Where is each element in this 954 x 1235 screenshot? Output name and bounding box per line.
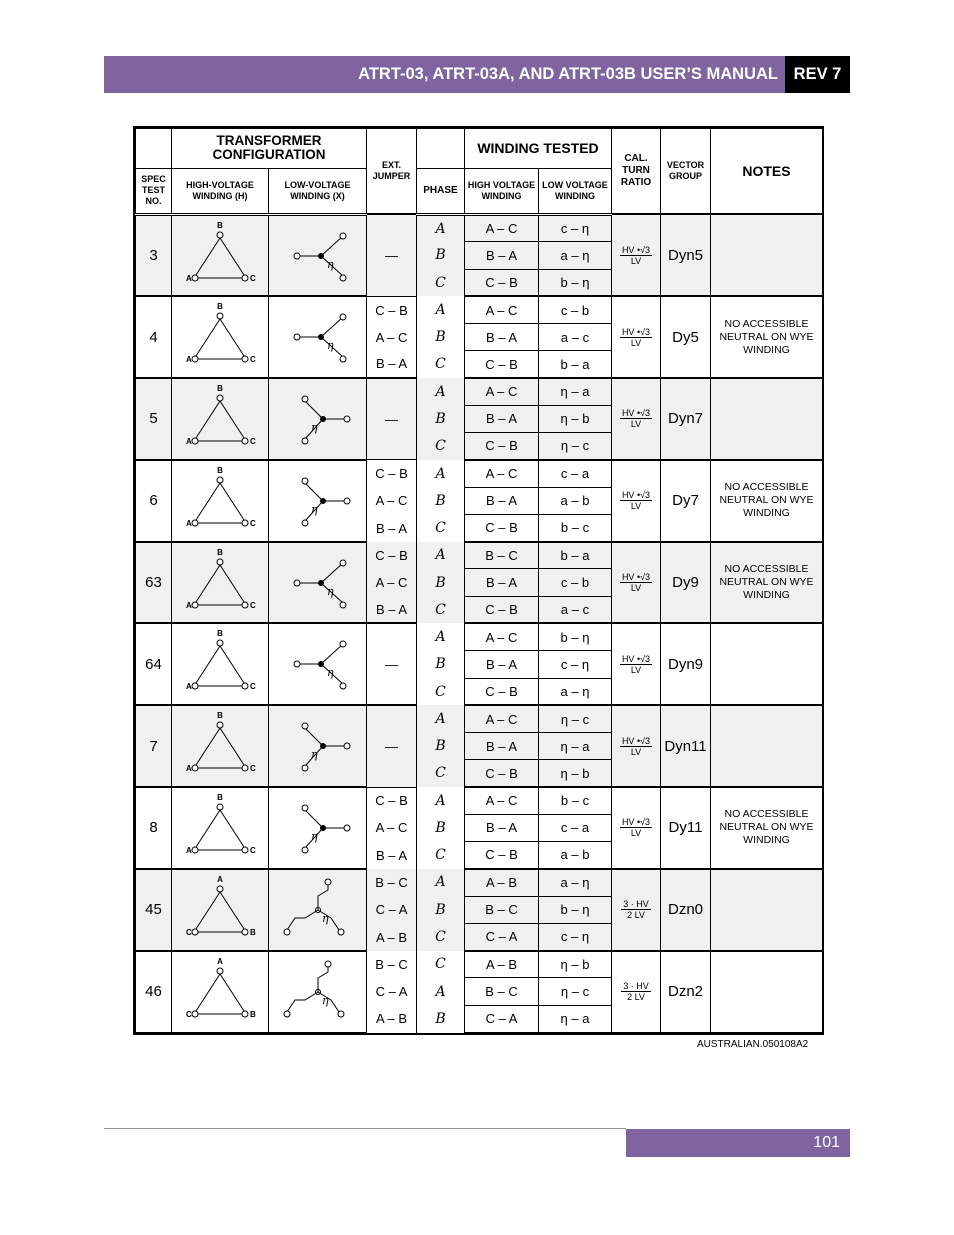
delta-winding-icon xyxy=(175,874,265,946)
svg-text:A: A xyxy=(186,436,192,446)
svg-text:η: η xyxy=(321,911,329,925)
cal-turn-ratio xyxy=(612,542,661,624)
lv-winding-tested: c – b xyxy=(539,296,612,323)
table-row xyxy=(136,623,823,650)
delta-winding-icon xyxy=(175,628,265,700)
ext-jumper: — xyxy=(367,378,417,460)
table-row xyxy=(136,542,823,569)
table-row xyxy=(136,378,823,405)
cal-turn-ratio xyxy=(612,705,661,787)
hv-winding-tested: A – C xyxy=(465,378,539,405)
svg-text:C: C xyxy=(250,436,256,446)
delta-winding-icon xyxy=(175,547,265,619)
ext-jumper: — xyxy=(367,705,417,787)
zigzag-winding-icon xyxy=(273,956,363,1028)
notes xyxy=(711,214,823,296)
delta-winding-icon xyxy=(175,383,265,455)
phase: A xyxy=(417,460,465,487)
revision-badge: REV 7 xyxy=(785,56,850,93)
ext-jumper: A – B xyxy=(367,1005,417,1032)
phase: C xyxy=(417,678,465,705)
header-cal-turn-ratio: CAL. TURN RATIO xyxy=(612,129,661,215)
lv-winding-diagram xyxy=(269,705,367,787)
lv-winding-tested: b – c xyxy=(539,514,612,541)
svg-text:C: C xyxy=(186,927,192,937)
header-high-voltage-winding: HIGH VOLTAGE WINDING xyxy=(465,168,539,214)
transformer-table xyxy=(133,126,824,1035)
hv-winding-diagram xyxy=(172,460,269,542)
hv-winding-tested: B – A xyxy=(465,651,539,678)
lv-winding-tested: η – c xyxy=(539,433,612,460)
lv-winding-tested: η – b xyxy=(539,405,612,432)
wye-winding-icon xyxy=(273,465,363,537)
phase: B xyxy=(417,733,465,760)
svg-text:C: C xyxy=(250,518,256,528)
lv-winding-tested: b – c xyxy=(539,787,612,814)
ratio-numerator: HV •√3 xyxy=(621,817,651,828)
delta-winding-icon xyxy=(175,710,265,782)
delta-winding-icon xyxy=(175,301,265,373)
lv-winding-tested: b – η xyxy=(539,623,612,650)
vector-group: Dzn2 xyxy=(661,951,711,1033)
lv-winding-diagram xyxy=(269,214,367,296)
header-low-voltage-winding: LOW VOLTAGE WINDING xyxy=(539,168,612,214)
hv-winding-diagram xyxy=(172,787,269,869)
lv-winding-tested: η – a xyxy=(539,378,612,405)
svg-text:η: η xyxy=(310,748,318,762)
ratio-numerator: HV •√3 xyxy=(621,408,651,419)
vector-group: Dyn5 xyxy=(661,214,711,296)
hv-winding-tested: B – A xyxy=(465,814,539,841)
lv-winding-diagram xyxy=(269,951,367,1033)
footer-bar xyxy=(626,1129,850,1157)
ratio-numerator: 3 · HV xyxy=(623,899,649,910)
svg-text:η: η xyxy=(326,666,334,680)
ratio-denominator: LV xyxy=(630,746,642,757)
ext-jumper: A – C xyxy=(367,814,417,841)
cal-turn-ratio xyxy=(612,869,661,951)
svg-text:C: C xyxy=(250,355,256,365)
notes: NO ACCESSIBLE NEUTRAL ON WYE WINDING xyxy=(711,460,823,542)
lv-winding-tested: η – b xyxy=(539,760,612,787)
hv-winding-tested: C – B xyxy=(465,351,539,378)
phase: C xyxy=(417,433,465,460)
ratio-numerator: HV •√3 xyxy=(621,735,651,746)
svg-text:B: B xyxy=(250,1009,256,1019)
ratio-denominator: LV xyxy=(630,664,642,675)
svg-text:η: η xyxy=(326,584,334,598)
notes: NO ACCESSIBLE NEUTRAL ON WYE WINDING xyxy=(711,296,823,378)
phase: A xyxy=(417,296,465,323)
svg-text:η: η xyxy=(321,993,329,1007)
svg-text:B: B xyxy=(217,302,223,312)
lv-winding-tested: η – b xyxy=(539,951,612,978)
ext-jumper: B – A xyxy=(367,514,417,541)
spec-test-no: 7 xyxy=(136,705,172,787)
ext-jumper: C – B xyxy=(367,542,417,569)
zigzag-winding-icon xyxy=(273,874,363,946)
hv-winding-diagram xyxy=(172,214,269,296)
lv-winding-diagram xyxy=(269,542,367,624)
table-row xyxy=(136,460,823,487)
notes: NO ACCESSIBLE NEUTRAL ON WYE WINDING xyxy=(711,542,823,624)
lv-winding-tested: a – η xyxy=(539,678,612,705)
lv-winding-tested: a – η xyxy=(539,242,612,269)
ext-jumper: B – A xyxy=(367,842,417,869)
phase: C xyxy=(417,514,465,541)
svg-text:B: B xyxy=(217,383,223,393)
hv-winding-tested: A – C xyxy=(465,787,539,814)
phase: C xyxy=(417,351,465,378)
ratio-denominator: LV xyxy=(630,583,642,594)
table-row xyxy=(136,869,823,896)
hv-winding-diagram xyxy=(172,378,269,460)
wye-winding-icon xyxy=(273,792,363,864)
lv-winding-tested: a – c xyxy=(539,596,612,623)
cal-turn-ratio xyxy=(612,787,661,869)
ext-jumper: C – A xyxy=(367,896,417,923)
table-row xyxy=(136,951,823,978)
hv-winding-tested: C – A xyxy=(465,923,539,950)
lv-winding-diagram xyxy=(269,296,367,378)
header-ext-jumper: EXT. JUMPER xyxy=(367,129,417,215)
svg-text:B: B xyxy=(250,927,256,937)
phase: C xyxy=(417,923,465,950)
ratio-denominator: LV xyxy=(630,501,642,512)
ext-jumper: B – C xyxy=(367,869,417,896)
header-transformer-configuration: TRANSFORMER CONFIGURATION xyxy=(172,129,367,169)
hv-winding-tested: A – C xyxy=(465,296,539,323)
lv-winding-tested: c – η xyxy=(539,923,612,950)
ext-jumper: C – B xyxy=(367,460,417,487)
phase: A xyxy=(417,705,465,732)
delta-winding-icon xyxy=(175,956,265,1028)
header-notes: NOTES xyxy=(711,129,823,215)
hv-winding-tested: A – C xyxy=(465,623,539,650)
svg-text:B: B xyxy=(217,465,223,475)
hv-winding-tested: A – B xyxy=(465,951,539,978)
lv-winding-tested: η – c xyxy=(539,705,612,732)
hv-winding-diagram xyxy=(172,951,269,1033)
hv-winding-tested: C – B xyxy=(465,514,539,541)
notes xyxy=(711,951,823,1033)
header-vector-group: VECTOR GROUP xyxy=(661,129,711,215)
hv-winding-tested: B – A xyxy=(465,405,539,432)
ratio-numerator: HV •√3 xyxy=(621,572,651,583)
wye-winding-icon xyxy=(273,628,363,700)
lv-winding-tested: c – η xyxy=(539,651,612,678)
phase: A xyxy=(417,378,465,405)
spec-test-no: 64 xyxy=(136,623,172,705)
svg-text:A: A xyxy=(186,682,192,692)
spec-test-no: 6 xyxy=(136,460,172,542)
spec-test-no: 45 xyxy=(136,869,172,951)
phase: B xyxy=(417,814,465,841)
delta-winding-icon xyxy=(175,465,265,537)
svg-text:η: η xyxy=(310,829,318,843)
phase: A xyxy=(417,214,465,241)
spec-test-no: 8 xyxy=(136,787,172,869)
vector-group: Dyn7 xyxy=(661,378,711,460)
hv-winding-diagram xyxy=(172,623,269,705)
hv-winding-diagram xyxy=(172,705,269,787)
phase: B xyxy=(417,324,465,351)
hv-winding-tested: C – B xyxy=(465,678,539,705)
ext-jumper: A – C xyxy=(367,487,417,514)
header-spec-test-no: SPEC TEST NO. xyxy=(136,168,172,214)
ext-jumper: B – A xyxy=(367,351,417,378)
hv-winding-tested: B – C xyxy=(465,542,539,569)
svg-text:C: C xyxy=(250,273,256,283)
lv-winding-tested: a – b xyxy=(539,842,612,869)
lv-winding-tested: b – a xyxy=(539,542,612,569)
phase: A xyxy=(417,787,465,814)
svg-text:B: B xyxy=(217,792,223,802)
ratio-denominator: LV xyxy=(630,419,642,430)
svg-text:A: A xyxy=(217,874,223,884)
spec-test-no: 46 xyxy=(136,951,172,1033)
phase: A xyxy=(417,623,465,650)
svg-text:η: η xyxy=(310,502,318,516)
page-number: 101 xyxy=(813,1134,840,1151)
ext-jumper: B – A xyxy=(367,596,417,623)
wye-winding-icon xyxy=(273,220,363,292)
ratio-numerator: 3 · HV xyxy=(623,981,649,992)
svg-text:B: B xyxy=(217,629,223,639)
hv-winding-tested: B – A xyxy=(465,487,539,514)
vector-group: Dy9 xyxy=(661,542,711,624)
ext-jumper: C – A xyxy=(367,978,417,1005)
lv-winding-tested: a – b xyxy=(539,487,612,514)
table-row xyxy=(136,214,823,241)
lv-winding-tested: a – c xyxy=(539,324,612,351)
hv-winding-diagram xyxy=(172,869,269,951)
hv-winding-tested: C – B xyxy=(465,269,539,296)
notes xyxy=(711,623,823,705)
svg-text:A: A xyxy=(186,764,192,774)
ext-jumper: A – B xyxy=(367,923,417,950)
vector-group: Dzn0 xyxy=(661,869,711,951)
lv-winding-tested: b – η xyxy=(539,896,612,923)
ext-jumper: — xyxy=(367,214,417,296)
svg-text:A: A xyxy=(186,273,192,283)
svg-text:A: A xyxy=(186,600,192,610)
phase: B xyxy=(417,651,465,678)
cal-turn-ratio xyxy=(612,296,661,378)
header-lv-winding: LOW-VOLTAGE WINDING (X) xyxy=(269,168,367,214)
svg-text:B: B xyxy=(217,220,223,230)
hv-winding-tested: C – B xyxy=(465,596,539,623)
hv-winding-tested: C – B xyxy=(465,842,539,869)
ext-jumper: C – B xyxy=(367,296,417,323)
ext-jumper: — xyxy=(367,623,417,705)
svg-text:C: C xyxy=(250,764,256,774)
hv-winding-tested: B – A xyxy=(465,733,539,760)
spec-test-no: 4 xyxy=(136,296,172,378)
header-hv-winding: HIGH-VOLTAGE WINDING (H) xyxy=(172,168,269,214)
svg-text:η: η xyxy=(326,257,334,271)
lv-winding-tested: η – a xyxy=(539,733,612,760)
lv-winding-diagram xyxy=(269,378,367,460)
drawing-code: AUSTRALIAN.050108A2 xyxy=(697,1039,809,1050)
ratio-numerator: HV •√3 xyxy=(621,653,651,664)
lv-winding-tested: c – b xyxy=(539,569,612,596)
phase: A xyxy=(417,978,465,1005)
phase: C xyxy=(417,596,465,623)
svg-text:C: C xyxy=(186,1009,192,1019)
manual-title: ATRT-03, ATRT-03A, AND ATRT-03B USER’S MANUAL xyxy=(358,65,778,83)
phase: B xyxy=(417,405,465,432)
table-row xyxy=(136,787,823,814)
header-winding-tested: WINDING TESTED xyxy=(465,129,612,169)
hv-winding-diagram xyxy=(172,296,269,378)
svg-text:η: η xyxy=(326,339,334,353)
hv-winding-tested: A – C xyxy=(465,214,539,241)
spec-test-no: 5 xyxy=(136,378,172,460)
ext-jumper: A – C xyxy=(367,569,417,596)
hv-winding-tested: C – B xyxy=(465,433,539,460)
ratio-denominator: 2 LV xyxy=(627,910,645,921)
phase: C xyxy=(417,269,465,296)
svg-text:A: A xyxy=(186,355,192,365)
hv-winding-tested: C – A xyxy=(465,1005,539,1032)
wye-winding-icon xyxy=(273,383,363,455)
svg-text:C: C xyxy=(250,600,256,610)
footer-rule xyxy=(104,1128,626,1129)
phase: B xyxy=(417,896,465,923)
phase: A xyxy=(417,869,465,896)
cal-turn-ratio xyxy=(612,460,661,542)
lv-winding-tested: a – η xyxy=(539,869,612,896)
delta-winding-icon xyxy=(175,792,265,864)
cal-turn-ratio xyxy=(612,951,661,1033)
vector-group: Dyn11 xyxy=(661,705,711,787)
lv-winding-tested: b – a xyxy=(539,351,612,378)
spec-test-no: 63 xyxy=(136,542,172,624)
wye-winding-icon xyxy=(273,710,363,782)
ratio-denominator: LV xyxy=(630,255,642,266)
phase: B xyxy=(417,242,465,269)
vector-group: Dy7 xyxy=(661,460,711,542)
ext-jumper: C – B xyxy=(367,787,417,814)
svg-text:B: B xyxy=(217,711,223,721)
lv-winding-diagram xyxy=(269,623,367,705)
hv-winding-tested: B – A xyxy=(465,242,539,269)
ratio-denominator: 2 LV xyxy=(627,992,645,1003)
table-row xyxy=(136,705,823,732)
lv-winding-tested: η – c xyxy=(539,978,612,1005)
hv-winding-tested: B – C xyxy=(465,978,539,1005)
hv-winding-tested: B – C xyxy=(465,896,539,923)
lv-winding-tested: c – a xyxy=(539,460,612,487)
svg-text:A: A xyxy=(186,845,192,855)
hv-winding-tested: B – A xyxy=(465,324,539,351)
lv-winding-diagram xyxy=(269,869,367,951)
wye-winding-icon xyxy=(273,547,363,619)
vector-group: Dyn9 xyxy=(661,623,711,705)
vector-group: Dy5 xyxy=(661,296,711,378)
header-phase: PHASE xyxy=(417,168,465,214)
hv-winding-tested: A – B xyxy=(465,869,539,896)
ratio-numerator: HV •√3 xyxy=(621,326,651,337)
lv-winding-tested: c – η xyxy=(539,214,612,241)
svg-text:C: C xyxy=(250,845,256,855)
cal-turn-ratio xyxy=(612,378,661,460)
phase: C xyxy=(417,760,465,787)
ext-jumper: A – C xyxy=(367,324,417,351)
svg-text:A: A xyxy=(217,956,223,966)
lv-winding-diagram xyxy=(269,460,367,542)
hv-winding-diagram xyxy=(172,542,269,624)
lv-winding-diagram xyxy=(269,787,367,869)
ratio-numerator: HV •√3 xyxy=(621,490,651,501)
ratio-denominator: LV xyxy=(630,828,642,839)
cal-turn-ratio xyxy=(612,623,661,705)
ratio-denominator: LV xyxy=(630,337,642,348)
hv-winding-tested: A – C xyxy=(465,460,539,487)
lv-winding-tested: c – a xyxy=(539,814,612,841)
page-header xyxy=(104,56,850,93)
table-row xyxy=(136,296,823,323)
svg-text:B: B xyxy=(217,547,223,557)
notes xyxy=(711,869,823,951)
svg-text:η: η xyxy=(310,420,318,434)
cal-turn-ratio xyxy=(612,214,661,296)
ratio-numerator: HV •√3 xyxy=(621,244,651,255)
notes: NO ACCESSIBLE NEUTRAL ON WYE WINDING xyxy=(711,787,823,869)
ext-jumper: B – C xyxy=(367,951,417,978)
delta-winding-icon xyxy=(175,220,265,292)
notes xyxy=(711,705,823,787)
phase: A xyxy=(417,542,465,569)
notes xyxy=(711,378,823,460)
hv-winding-tested: C – B xyxy=(465,760,539,787)
lv-winding-tested: b – η xyxy=(539,269,612,296)
svg-text:A: A xyxy=(186,518,192,528)
phase: B xyxy=(417,1005,465,1032)
wye-winding-icon xyxy=(273,301,363,373)
hv-winding-tested: A – C xyxy=(465,705,539,732)
svg-text:C: C xyxy=(250,682,256,692)
hv-winding-tested: B – A xyxy=(465,569,539,596)
phase: C xyxy=(417,842,465,869)
lv-winding-tested: η – a xyxy=(539,1005,612,1032)
phase: C xyxy=(417,951,465,978)
vector-group: Dy11 xyxy=(661,787,711,869)
phase: B xyxy=(417,569,465,596)
spec-test-no: 3 xyxy=(136,214,172,296)
phase: B xyxy=(417,487,465,514)
